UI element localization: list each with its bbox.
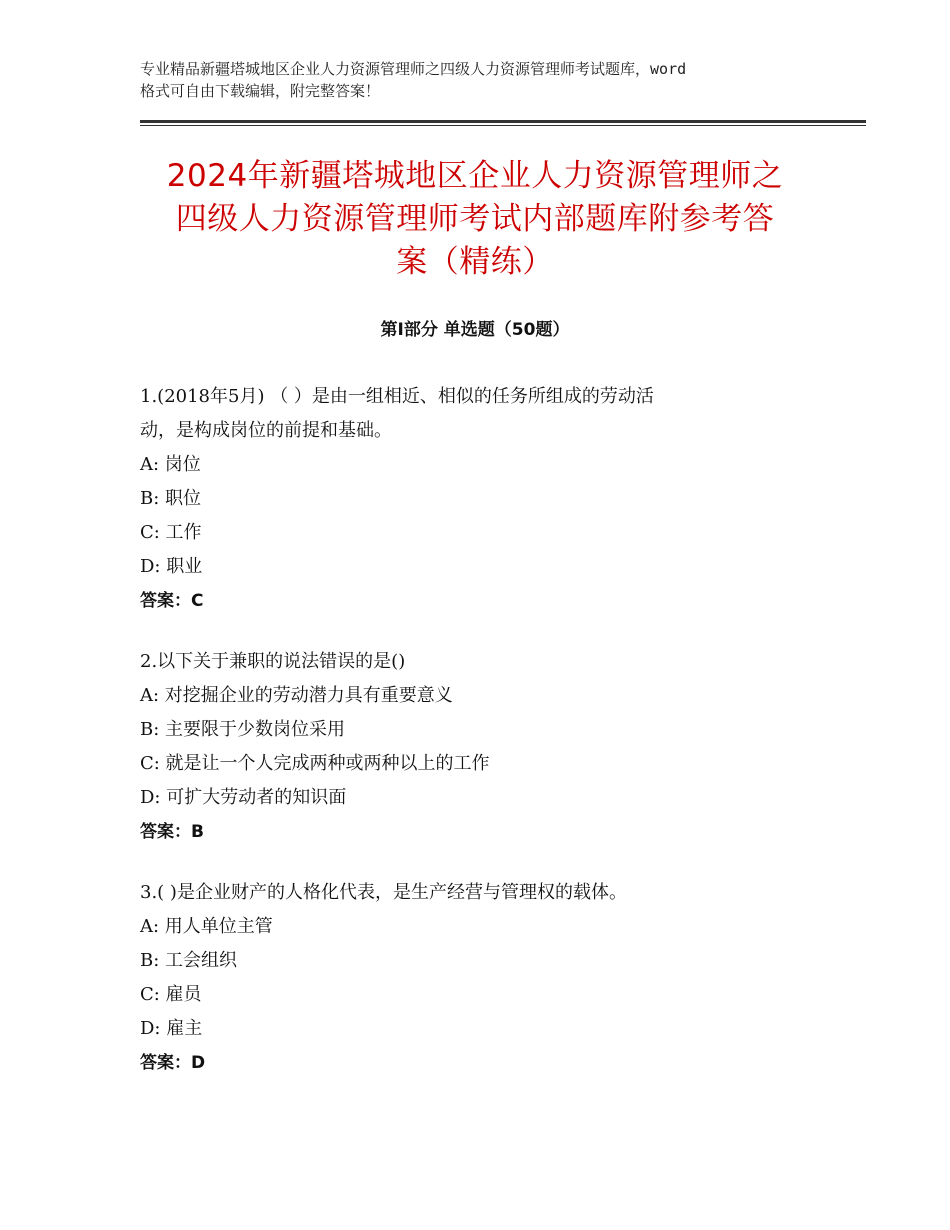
option-a: A: 对挖掘企业的劳动潜力具有重要意义 <box>140 685 453 706</box>
option-d: D: 职业 <box>140 556 203 577</box>
answer-key: 答案：D <box>140 1053 206 1073</box>
option-d: D: 雇主 <box>140 1018 203 1039</box>
option-c: C: 雇员 <box>140 984 202 1005</box>
document-title-line-3: 案（精练） <box>396 244 554 280</box>
question-3 <box>140 876 820 1080</box>
option-c: C: 工作 <box>140 522 202 543</box>
section-heading: 第Ⅰ部分 单选题（50题） <box>380 320 570 340</box>
header-note <box>140 58 830 102</box>
header-divider-thin <box>140 125 866 126</box>
option-d: D: 可扩大劳动者的知识面 <box>140 787 347 808</box>
document-title-line-1: 2024年新疆塔城地区企业人力资源管理师之 <box>166 158 784 194</box>
question-1 <box>140 380 820 618</box>
option-b: B: 主要限于少数岗位采用 <box>140 719 346 740</box>
document-title-line-2: 四级人力资源管理师考试内部题库附参考答 <box>175 201 775 237</box>
question-stem: 1.(2018年5月) （ ）是由一组相近、相似的任务所组成的劳动活 <box>140 386 654 407</box>
question-list <box>140 380 820 1107</box>
question-2 <box>140 645 820 849</box>
header-divider-thick <box>140 120 866 123</box>
header-note-line-2: 格式可自由下载编辑，附完整答案！ <box>140 82 381 100</box>
question-stem: 3.( )是企业财产的人格化代表，是生产经营与管理权的载体。 <box>140 882 627 903</box>
answer-key: 答案：C <box>140 591 204 611</box>
answer-key: 答案：B <box>140 822 204 842</box>
header-note-line-1: 专业精品新疆塔城地区企业人力资源管理师之四级人力资源管理师考试题库，word <box>140 60 687 78</box>
option-b: B: 职位 <box>140 488 202 509</box>
option-b: B: 工会组织 <box>140 950 238 971</box>
question-stem: 2.以下关于兼职的说法错误的是() <box>140 651 406 672</box>
option-a: A: 用人单位主管 <box>140 916 273 937</box>
option-c: C: 就是让一个人完成两种或两种以上的工作 <box>140 753 490 774</box>
question-stem-continued: 动，是构成岗位的前提和基础。 <box>140 420 392 441</box>
option-a: A: 岗位 <box>140 454 201 475</box>
document-title <box>130 155 820 284</box>
